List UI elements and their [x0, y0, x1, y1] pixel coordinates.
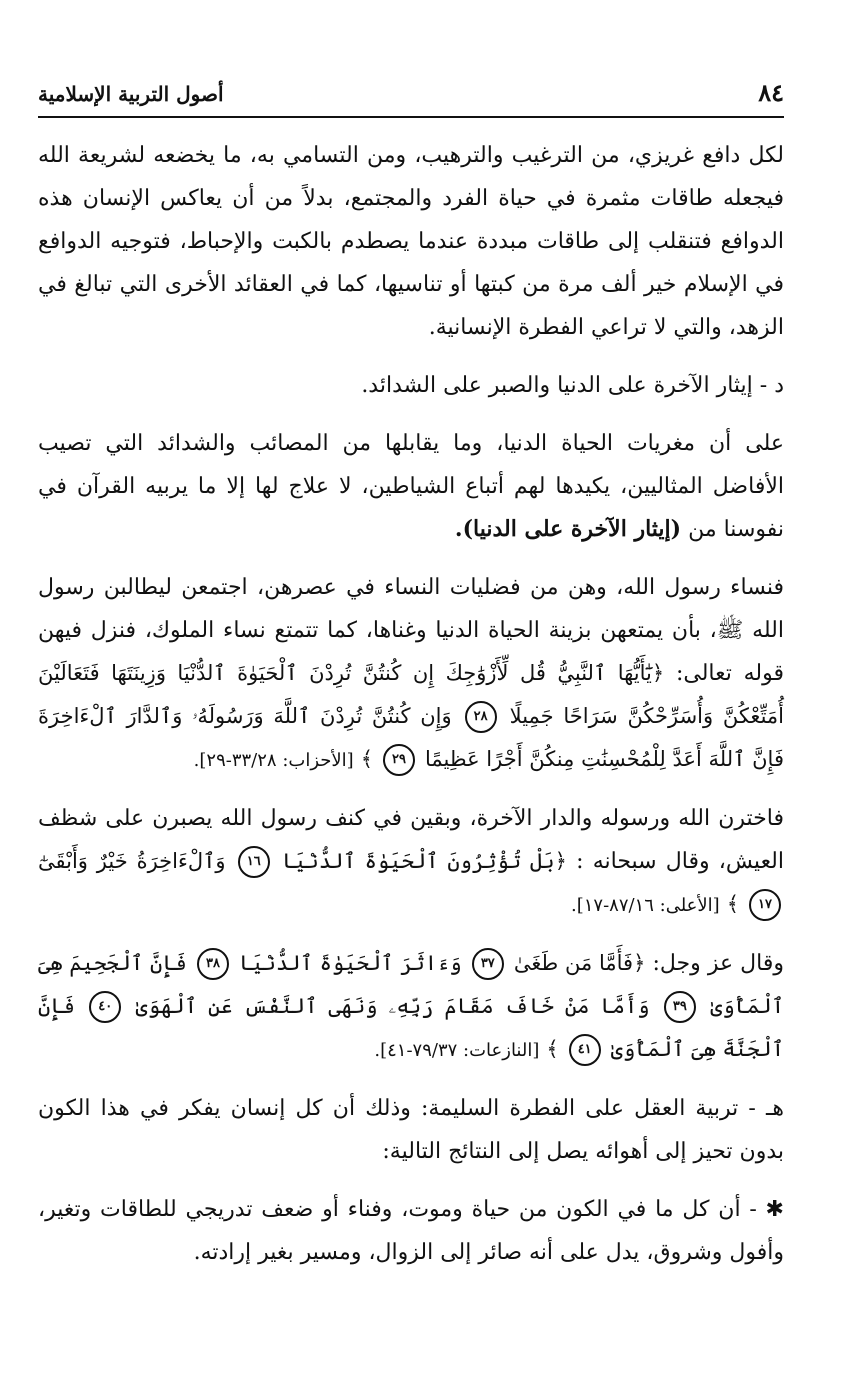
quran-bracket: ﴾: [546, 1037, 559, 1061]
ayah-number-marker: ٤٠: [89, 991, 121, 1023]
quran-verse: فَإِنَّ ٱلْجَحِيمَ هِىَ ٱلْمَأْوَىٰ: [38, 951, 785, 1018]
book-page: [38, 78, 784, 1289]
paragraph-text: على أن مغريات الحياة الدنيا، وما يقابلها من المصائب والشدائد التي تصيب الأفاضل المثاليين، يكيدها لهم أتباع الشياطين، لا علاج لها إلا ما يربيه القرآن في نفوسنا من: [38, 431, 784, 542]
verse-reference: [الأعلى: ٨٧/١٦-١٧].: [570, 895, 720, 916]
verse-reference: [الأحزاب: ٣٣/٢٨-٢٩].: [193, 750, 354, 771]
paragraph-chose-hereafter: [38, 797, 784, 927]
quran-bracket: ﴾: [726, 892, 739, 916]
ayah-number-marker: ٣٨: [197, 948, 229, 980]
page-number: ٨٤: [758, 78, 784, 107]
quran-verse: وَءَاثَرَ ٱلْحَيَوٰةَ ٱلدُّنْيَا: [239, 951, 462, 975]
page-body: [38, 134, 784, 1274]
paragraph-text: فنساء رسول الله، وهن من فضليات النساء في عصرهن، اجتمعن ليطالبن رسول الله ﷺ، بأن يمتعهن بزينة الحياة الدنيا وغناها، كما تتمتع نساء الملوك، فنزل فيهن قوله تعالى:: [38, 575, 784, 686]
quran-verse: وَٱلْءَاخِرَةُ خَيْرٌ وَأَبْقَىٰٓ: [38, 849, 226, 873]
ayah-number-marker: ٣٧: [472, 948, 504, 980]
verse-reference: [النازعات: ٧٩/٣٧-٤١].: [374, 1040, 540, 1061]
paragraph-prophet-wives: [38, 566, 784, 782]
ayah-number-marker: ٣٩: [664, 991, 696, 1023]
ayah-number-marker: ١٧: [749, 889, 781, 921]
paragraph-text: فاخترن الله ورسوله والدار الآخرة، وبقين في كنف رسول الله يصبرن على شظف العيش، وقال سبحانه :: [38, 806, 784, 874]
quran-verse: ﴿يَٰٓأَيُّهَا ٱلنَّبِيُّ قُل لِّأَزْوَٰجِكَ إِن كُنتُنَّ تُرِدْنَ ٱلْحَيَوٰةَ ٱلدُّنْيَا وَزِينَتَهَا فَتَعَالَيْنَ أُمَتِّعْكُنَّ وَأُسَرِّحْكُنَّ سَرَاحًا جَمِيلًا: [38, 661, 784, 728]
ayah-number-marker: ٢٨: [465, 701, 497, 733]
section-heading-d: د - إيثار الآخرة على الدنيا والصبر على الشدائد.: [361, 373, 784, 398]
paragraph-motives: لكل دافع غريزي، من الترغيب والترهيب، ومن التسامي به، ما يخضعه لشريعة الله فيجعله طاقات مثمرة في حياة الفرد والمجتمع، بدلاً من أن يعاكس الإنسان هذه الدوافع فتنقلب إلى طاقات مبددة عندما يصطدم بالكبت والإحباط، فتوجيه الدوافع في الإسلام خير ألف مرة من كبتها أو تناسيها، كما في العقائد الأخرى التي تبالغ في الزهد، والتي لا تراعي الفطرة الإنسانية.: [38, 143, 784, 340]
paragraph-temptations: [38, 422, 784, 551]
quran-verse: وَإِن كُنتُنَّ تُرِدْنَ ٱللَّهَ وَرَسُولَهُۥ وَٱلدَّارَ ٱلْءَاخِرَةَ فَإِنَّ ٱللَّهَ أَعَدَّ لِلْمُحْسِنَٰتِ مِنكُنَّ أَجْرًا عَظِيمًا: [38, 704, 784, 771]
ayah-number-marker: ٤١: [569, 1034, 601, 1066]
quran-verse: وَأَمَّا مَنْ خَافَ مَقَامَ رَبِّهِۦ وَنَهَى ٱلنَّفْسَ عَنِ ٱلْهَوَىٰ: [135, 994, 650, 1018]
quran-bracket: ﴾: [360, 747, 373, 771]
quran-verse: ﴿بَلْ تُؤْثِرُونَ ٱلْحَيَوٰةَ ٱلدُّنْيَا: [281, 849, 567, 873]
quran-verse: فَإِنَّ ٱلْجَنَّةَ هِىَ ٱلْمَأْوَىٰ: [38, 994, 784, 1061]
quran-verse: ﴿فَأَمَّا مَن طَغَىٰ: [513, 951, 646, 975]
page-header: [38, 78, 784, 118]
ayah-number-marker: ٢٩: [383, 744, 415, 776]
paragraph-naziat: [38, 942, 784, 1072]
section-heading-h: هـ - تربية العقل على الفطرة السليمة: وذلك أن كل إنسان يفكر في هذا الكون بدون تحيز إلى أهوائه يصل إلى النتائج التالية:: [38, 1096, 784, 1164]
paragraph-text: وقال عز وجل:: [652, 951, 784, 976]
running-title: أصول التربية الإسلامية: [38, 82, 224, 106]
bullet-point: ✱ - أن كل ما في الكون من حياة وموت، وفناء أو ضعف تدريجي للطاقات وتغير، وأفول وشروق، يدل على أنه صائر إلى الزوال، ومسير بغير إرادته.: [38, 1197, 784, 1265]
ayah-number-marker: ١٦: [238, 846, 270, 878]
bold-phrase: (إيثار الآخرة على الدنيا).: [454, 516, 682, 542]
